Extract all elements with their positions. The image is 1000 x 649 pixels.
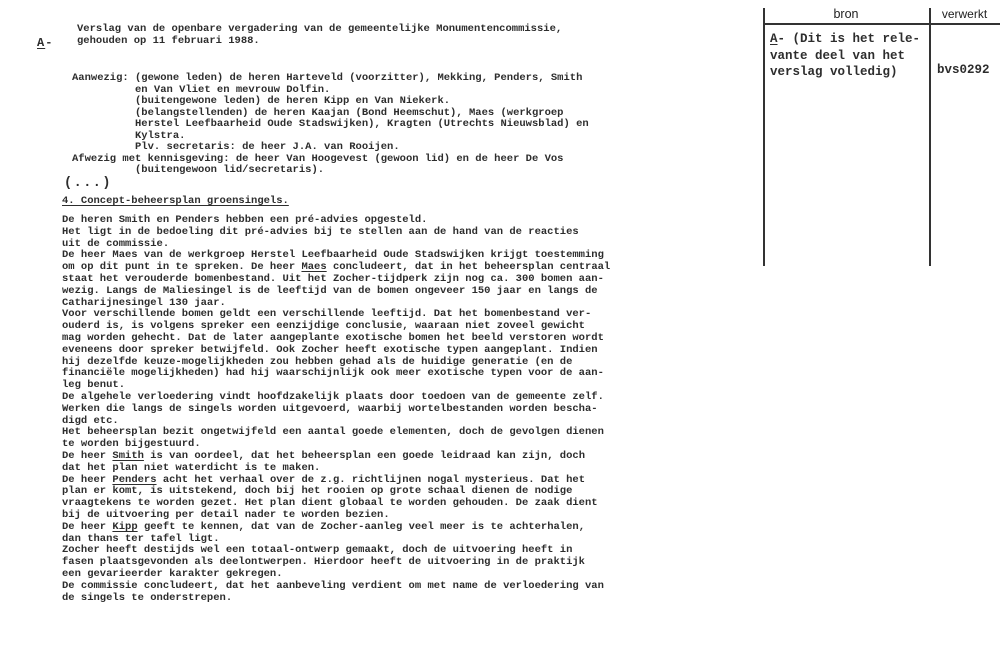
text-line: Werken die langs de singels worden uitgevoerd, waarbij wortelbestanden worden bescha-: [62, 402, 598, 415]
section-heading: 4. Concept-beheersplan groensingels.: [62, 195, 289, 207]
text-line: verslag volledig): [770, 65, 898, 79]
text-segment: om op dit punt in te spreken. De heer: [62, 261, 302, 274]
margin-annotation-code: [37, 36, 53, 50]
text-line: leg benut.: [62, 379, 126, 392]
text-line: vraagtekens te worden gezet. Het plan dient globaal te worden gehouden. De zaak dient: [62, 497, 598, 510]
text-line: wezig. Langs de Maliesingel is de leeftijd van de bomen ongeveer 150 jaar en langs de: [62, 284, 598, 297]
text-line: gehouden op 11 februari 1988.: [77, 34, 260, 47]
text-line: bij de uitvoering per detail nader te worden bezien.: [62, 508, 390, 521]
omitted-text-marker: (...): [64, 176, 113, 191]
text-segment: De heer: [62, 473, 113, 486]
text-line: fasen plaatsgevonden als deelontwerpen. Hierdoor heeft de uitvoering in de praktijk: [62, 556, 585, 569]
text-line: Het beheersplan bezit ongetwijfeld een aantal goede elementen, doch de gevolgen dienen: [62, 426, 604, 439]
column-header-verwerkt: verwerkt: [941, 7, 988, 21]
verwerkt-code-cell: bvs0292: [937, 63, 990, 77]
text-line: uit de commissie.: [62, 237, 170, 250]
text-segment: acht het verhaal over de z.g. richtlijnen nogal mysterieus. Dat het: [156, 473, 586, 486]
underlined-text: A: [770, 32, 778, 46]
text-line: Aanwezig: (gewone leden) de heren Harteveld (voorzitter), Mekking, Penders, Smith: [72, 72, 583, 84]
text-line: Verslag van de openbare vergadering van de gemeentelijke Monumentencommissie,: [77, 23, 563, 35]
table-vertical-rule-right: [929, 8, 931, 266]
text-line: (buitengewoon lid/secretaris).: [72, 164, 325, 176]
text-line: [770, 31, 920, 48]
text-line: De heer Maes van de werkgroep Herstel Leefbaarheid Oude Stadswijken krijgt toestemming: [62, 249, 604, 262]
text-line: Herstel Leefbaarheid Oude Stadswijken), Kragten (Utrechts Nieuwsblad) en: [72, 118, 589, 130]
text-line: (belangstellenden) de heren Kaajan (Bond Heemschut), Maes (werkgroep: [72, 106, 564, 119]
text-line: Afwezig met kennisgeving: de heer Van Hoogevest (gewoon lid) en de heer De Vos: [72, 152, 564, 165]
text-line: Het ligt in de bedoeling dit pré-advies bij te stellen aan de hand van de reacties: [62, 225, 579, 238]
text-segment: geeft te kennen, dat van de Zocher-aanleg veel meer is te achterhalen,: [137, 520, 586, 533]
text-line: digd etc.: [62, 414, 119, 427]
text-line: De heren Smith en Penders hebben een pré-advies opgesteld.: [62, 214, 428, 226]
text-line: [62, 451, 610, 463]
text-line: ouderd is, is volgens spreker een eenzijdige conclusie, waaraan niet zoveel gewicht: [62, 320, 585, 333]
text-segment: De heer: [62, 449, 113, 462]
text-line: een gevarieerder karakter gekregen.: [62, 567, 283, 580]
text-line: [37, 36, 53, 50]
text-line: te worden bijgestuurd.: [62, 438, 201, 451]
report-title-block: [77, 24, 562, 48]
text-line: vante deel van het: [770, 48, 906, 63]
bron-note-cell: [770, 31, 920, 81]
underlined-text: A: [37, 36, 46, 50]
text-line: [62, 522, 610, 534]
report-body-text: [62, 215, 610, 604]
text-line: Voor verschillende bomen geldt een verschillende leeftijd. Dat het bomenbestand ver-: [62, 308, 592, 321]
text-line: de singels te onderstrepen.: [62, 591, 233, 604]
column-header-bron: bron: [833, 7, 859, 21]
text-segment: De heer: [62, 520, 113, 533]
text-line: Catharijnesingel 130 jaar.: [62, 296, 226, 309]
text-line: eveneens door spreker betwijfeld. Ook Zocher heeft exotische typen aangeplant. Indien: [62, 343, 598, 356]
text-line: (buitengewone leden) de heren Kipp en Van Niekerk.: [72, 95, 451, 107]
attendance-list: [72, 73, 589, 177]
text-line: mag worden gehecht. Dat de later aangeplante exotische bomen het beeld verstoren wordt: [62, 331, 604, 344]
text-line: staat het verouderde bomenbestand. Uit het Zocher-tijdperk zijn nog ca. 300 bomen aan-: [62, 272, 604, 285]
underlined-text: Maes: [301, 261, 327, 274]
table-vertical-rule-left: [763, 8, 765, 266]
text-segment: - (Dit is het rele-: [777, 32, 921, 46]
text-segment: is van oordeel, dat het beheersplan een goede leidraad kan zijn, doch: [143, 449, 586, 462]
text-line: financiële mogelijkheden) had hij waarschijnlijk ook meer exotische typen voor de aan-: [62, 367, 604, 380]
underlined-text: Penders: [112, 473, 157, 486]
text-line: De algehele verloedering vindt hoofdzakelijk plaats door toedoen van de gemeente zelf.: [62, 390, 604, 403]
underlined-text: Smith: [112, 449, 144, 462]
text-line: en Van Vliet en mevrouw Dolfin.: [72, 83, 331, 96]
text-line: Plv. secretaris: de heer J.A. van Rooijen.: [72, 141, 400, 153]
text-line: dan thans ter tafel ligt.: [62, 532, 220, 545]
text-line: plan er komt, is uitstekend, doch bij het rooien op grote schaal dienen de nodige: [62, 485, 573, 498]
text-line: dat het plan niet waterdicht is te maken.: [62, 461, 321, 474]
text-line: De commissie concludeert, dat het aanbeveling verdient om met name de verloedering van: [62, 579, 604, 592]
text-line: Kylstra.: [72, 129, 186, 142]
underlined-text: Kipp: [112, 520, 138, 533]
text-segment: concludeert, dat in het beheersplan centraal: [326, 261, 611, 274]
text-segment: -: [45, 36, 54, 50]
text-line: hij dezelfde keuze-mogelijkheden zou hebben gehad als de huidige generatie (en de: [62, 355, 573, 368]
text-line: Zocher heeft destijds wel een totaal-ontwerp gemaakt, doch de uitvoering heeft in: [62, 544, 573, 557]
table-header-rule: [763, 23, 1000, 25]
